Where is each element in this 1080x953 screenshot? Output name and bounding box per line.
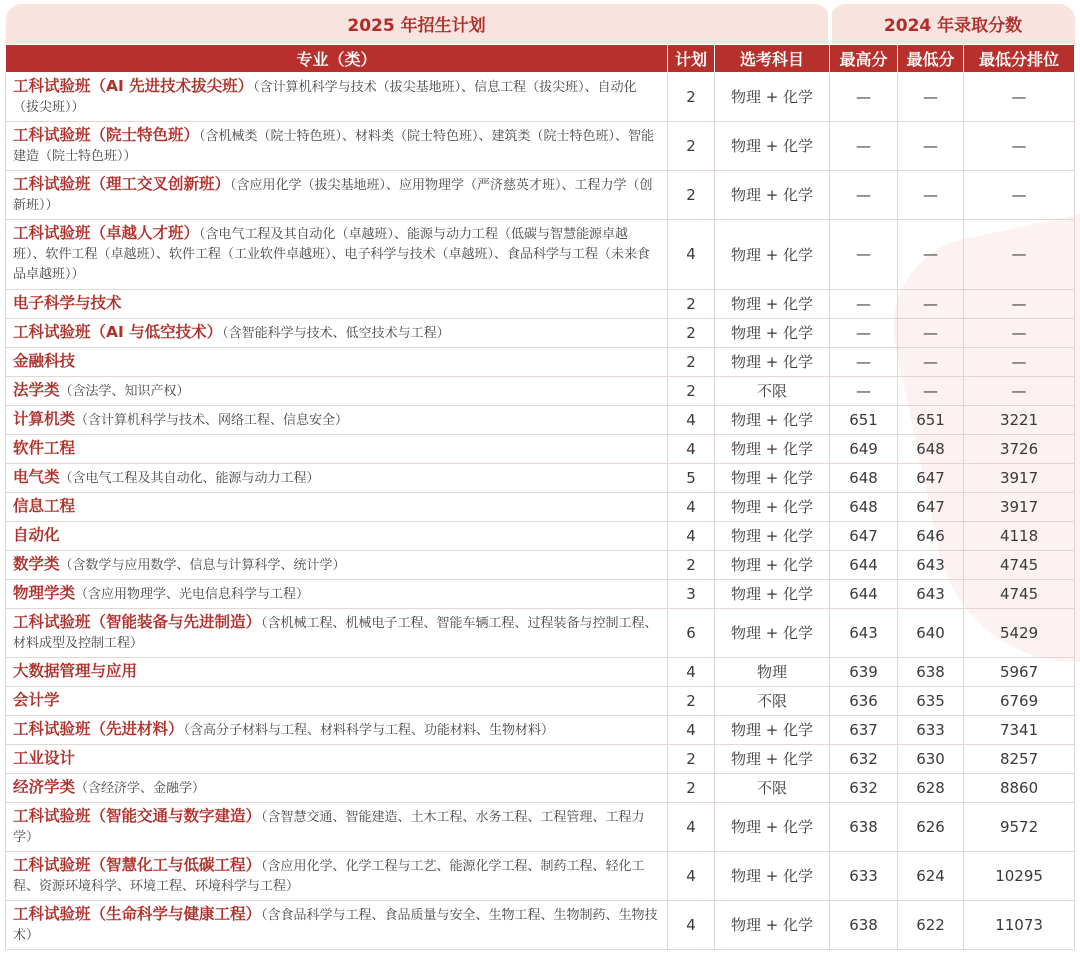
min-score-cell: — xyxy=(898,347,964,376)
min-score-cell: — xyxy=(898,376,964,405)
min-score-cell: — xyxy=(898,121,964,170)
major-cell xyxy=(6,492,668,521)
min-rank-cell: 3917 xyxy=(964,492,1075,521)
min-score-cell: 640 xyxy=(898,608,964,657)
table-row xyxy=(6,900,1075,949)
table-row xyxy=(6,579,1075,608)
subjects-cell: 物理 + 化学 xyxy=(715,900,830,949)
min-rank-cell: — xyxy=(964,170,1075,219)
major-name: 工科试验班（先进材料） xyxy=(13,719,184,738)
table-row xyxy=(6,492,1075,521)
plan-cell: 5 xyxy=(668,463,715,492)
max-score-cell: 647 xyxy=(830,521,898,550)
plan-cell: 2 xyxy=(668,72,715,121)
subjects-cell: 物理 + 化学 xyxy=(715,318,830,347)
min-score-cell: 647 xyxy=(898,492,964,521)
major-note: （含食品科学与工程、食品质量与安全、生物工程、生物制药、生物技术） xyxy=(13,907,658,943)
major-note: （含智慧交通、智能建造、土木工程、水务工程、工程管理、工程力学） xyxy=(13,809,645,845)
table-row xyxy=(6,219,1075,289)
min-score-cell: 643 xyxy=(898,579,964,608)
min-rank-cell: 4745 xyxy=(964,579,1075,608)
min-score-cell: — xyxy=(898,289,964,318)
table-row xyxy=(6,347,1075,376)
min-rank-cell: 6769 xyxy=(964,686,1075,715)
plan-cell: 4 xyxy=(668,657,715,686)
plan-cell: 2 xyxy=(668,121,715,170)
major-cell xyxy=(6,463,668,492)
min-score-cell: 628 xyxy=(898,773,964,802)
plan-cell: 2 xyxy=(668,376,715,405)
major-cell xyxy=(6,376,668,405)
plan-cell: 2 xyxy=(668,686,715,715)
table-row xyxy=(6,802,1075,851)
major-note: （含数学与应用数学、信息与计算科学、统计学） xyxy=(59,557,346,573)
table-row xyxy=(6,744,1075,773)
major-name: 工科试验班（AI 先进技术拔尖班） xyxy=(13,76,254,95)
section-title-2024-scores: 2024 年录取分数 xyxy=(830,4,1075,44)
subjects-cell: 物理 + 化学 xyxy=(715,851,830,900)
column-header-row xyxy=(6,44,1075,72)
subjects-cell: 不限 xyxy=(715,686,830,715)
major-cell xyxy=(6,318,668,347)
major-name: 会计学 xyxy=(13,690,60,709)
min-score-cell: — xyxy=(898,72,964,121)
subjects-cell: 物理 + 化学 xyxy=(715,744,830,773)
column-header-min-rank: 最低分排位 xyxy=(964,44,1075,72)
major-name: 工科试验班（理工交叉创新班） xyxy=(13,174,231,193)
min-score-cell: 643 xyxy=(898,550,964,579)
table-row xyxy=(6,434,1075,463)
min-score-cell: — xyxy=(898,318,964,347)
max-score-cell: 638 xyxy=(830,900,898,949)
major-name: 自动化 xyxy=(13,525,60,544)
min-rank-cell: 3726 xyxy=(964,434,1075,463)
min-rank-cell: 5429 xyxy=(964,608,1075,657)
min-rank-cell: 7341 xyxy=(964,715,1075,744)
min-score-cell: 648 xyxy=(898,434,964,463)
plan-cell: 2 xyxy=(668,744,715,773)
major-note: （含法学、知识产权） xyxy=(59,383,190,399)
major-cell xyxy=(6,434,668,463)
major-cell xyxy=(6,219,668,289)
major-cell xyxy=(6,744,668,773)
table-row xyxy=(6,657,1075,686)
min-rank-cell: — xyxy=(964,376,1075,405)
major-cell xyxy=(6,686,668,715)
min-rank-cell: 3917 xyxy=(964,463,1075,492)
major-cell xyxy=(6,170,668,219)
max-score-cell: — xyxy=(830,318,898,347)
plan-cell: 4 xyxy=(668,900,715,949)
major-name: 软件工程 xyxy=(13,438,76,457)
plan-cell: 4 xyxy=(668,434,715,463)
major-name: 信息工程 xyxy=(13,496,76,515)
subjects-cell: 物理 + 化学 xyxy=(715,72,830,121)
major-cell xyxy=(6,715,668,744)
plan-cell: 4 xyxy=(668,219,715,289)
major-note: （含高分子材料与工程、材料科学与工程、功能材料、生物材料） xyxy=(183,722,555,738)
major-name: 工科试验班（智能装备与先进制造） xyxy=(13,612,262,631)
subjects-cell: 物理 + 化学 xyxy=(715,405,830,434)
min-rank-cell: 9572 xyxy=(964,802,1075,851)
subjects-cell: 物理 + 化学 xyxy=(715,434,830,463)
max-score-cell: — xyxy=(830,121,898,170)
table-row xyxy=(6,773,1075,802)
min-rank-cell: 5967 xyxy=(964,657,1075,686)
max-score-cell: 644 xyxy=(830,550,898,579)
major-cell xyxy=(6,521,668,550)
subjects-cell: 物理 + 化学 xyxy=(715,219,830,289)
major-name: 金融科技 xyxy=(13,351,76,370)
major-note: （含计算机科学与技术、网络工程、信息安全） xyxy=(75,412,349,428)
major-name: 电子科学与技术 xyxy=(13,293,122,312)
plan-cell: 4 xyxy=(668,492,715,521)
subjects-cell: 物理 + 化学 xyxy=(715,492,830,521)
major-name: 工科试验班（智慧化工与低碳工程） xyxy=(13,855,262,874)
max-score-cell: 643 xyxy=(830,608,898,657)
max-score-cell: 644 xyxy=(830,579,898,608)
subjects-cell: 物理 + 化学 xyxy=(715,550,830,579)
major-note: （含智能科学与技术、低空技术与工程） xyxy=(222,325,450,341)
subjects-cell: 物理 + 化学 xyxy=(715,715,830,744)
major-cell xyxy=(6,657,668,686)
min-score-cell: 622 xyxy=(898,900,964,949)
admission-table-container xyxy=(5,4,1074,950)
major-note: （含经济学、金融学） xyxy=(75,780,206,796)
major-cell xyxy=(6,289,668,318)
major-cell xyxy=(6,900,668,949)
min-rank-cell: — xyxy=(964,121,1075,170)
major-name: 工业设计 xyxy=(13,748,76,767)
subjects-cell: 物理 + 化学 xyxy=(715,608,830,657)
plan-cell: 4 xyxy=(668,521,715,550)
min-rank-cell: — xyxy=(964,318,1075,347)
plan-cell: 4 xyxy=(668,851,715,900)
column-header-max-score: 最高分 xyxy=(830,44,898,72)
major-name: 法学类 xyxy=(13,380,60,399)
subjects-cell: 物理 + 化学 xyxy=(715,463,830,492)
max-score-cell: 636 xyxy=(830,686,898,715)
min-score-cell: 635 xyxy=(898,686,964,715)
min-score-cell: 624 xyxy=(898,851,964,900)
max-score-cell: 639 xyxy=(830,657,898,686)
min-score-cell: 638 xyxy=(898,657,964,686)
major-cell xyxy=(6,608,668,657)
table-row xyxy=(6,608,1075,657)
plan-cell: 2 xyxy=(668,550,715,579)
section-title-2025-plan: 2025 年招生计划 xyxy=(6,4,830,44)
plan-cell: 2 xyxy=(668,773,715,802)
table-row xyxy=(6,521,1075,550)
major-cell xyxy=(6,773,668,802)
subjects-cell: 物理 + 化学 xyxy=(715,802,830,851)
max-score-cell: 637 xyxy=(830,715,898,744)
plan-cell: 6 xyxy=(668,608,715,657)
table-row xyxy=(6,289,1075,318)
min-rank-cell: 10295 xyxy=(964,851,1075,900)
min-rank-cell: — xyxy=(964,347,1075,376)
max-score-cell: 633 xyxy=(830,851,898,900)
column-header-min-score: 最低分 xyxy=(898,44,964,72)
max-score-cell: 651 xyxy=(830,405,898,434)
major-note: （含应用化学、化学工程与工艺、能源化学工程、制药工程、轻化工程、资源环境科学、环境工程、环境科学与工程） xyxy=(13,858,645,894)
min-rank-cell: 8860 xyxy=(964,773,1075,802)
table-row xyxy=(6,170,1075,219)
major-name: 物理学类 xyxy=(13,583,76,602)
max-score-cell: — xyxy=(830,72,898,121)
column-header-subjects: 选考科目 xyxy=(715,44,830,72)
min-score-cell: 630 xyxy=(898,744,964,773)
max-score-cell: — xyxy=(830,289,898,318)
min-rank-cell: 8257 xyxy=(964,744,1075,773)
major-note: （含电气工程及其自动化（卓越班）、能源与动力工程（低碳与智慧能源卓越班）、软件工程（卓越班）、软件工程（工业软件卓越班）、电子科学与技术（卓越班）、食品科学与工程（未来食品卓越班）） xyxy=(13,227,651,282)
plan-cell: 2 xyxy=(668,289,715,318)
major-cell xyxy=(6,72,668,121)
min-score-cell: 647 xyxy=(898,463,964,492)
min-rank-cell: — xyxy=(964,72,1075,121)
major-note: （含应用化学（拔尖基地班）、应用物理学（严济慈英才班）、工程力学（创新班）） xyxy=(13,177,653,213)
min-score-cell: 646 xyxy=(898,521,964,550)
max-score-cell: 648 xyxy=(830,463,898,492)
section-header-row xyxy=(6,4,1075,44)
max-score-cell: — xyxy=(830,170,898,219)
column-header-major: 专业（类） xyxy=(6,44,668,72)
major-name: 工科试验班（智能交通与数字建造） xyxy=(13,806,262,825)
major-cell xyxy=(6,121,668,170)
subjects-cell: 物理 xyxy=(715,657,830,686)
min-rank-cell: 4118 xyxy=(964,521,1075,550)
max-score-cell: — xyxy=(830,219,898,289)
table-row xyxy=(6,715,1075,744)
min-score-cell: — xyxy=(898,170,964,219)
table-row xyxy=(6,121,1075,170)
plan-cell: 2 xyxy=(668,347,715,376)
admission-table xyxy=(5,4,1075,950)
major-name: 数学类 xyxy=(13,554,60,573)
min-rank-cell: — xyxy=(964,289,1075,318)
major-note: （含电气工程及其自动化、能源与动力工程） xyxy=(59,470,320,486)
column-header-plan: 计划 xyxy=(668,44,715,72)
min-score-cell: — xyxy=(898,219,964,289)
min-rank-cell: 11073 xyxy=(964,900,1075,949)
subjects-cell: 物理 + 化学 xyxy=(715,289,830,318)
major-cell xyxy=(6,550,668,579)
table-row xyxy=(6,72,1075,121)
subjects-cell: 不限 xyxy=(715,376,830,405)
table-row xyxy=(6,550,1075,579)
major-name: 大数据管理与应用 xyxy=(13,661,138,680)
subjects-cell: 物理 + 化学 xyxy=(715,521,830,550)
max-score-cell: — xyxy=(830,376,898,405)
max-score-cell: 632 xyxy=(830,744,898,773)
major-name: 经济学类 xyxy=(13,777,76,796)
plan-cell: 4 xyxy=(668,715,715,744)
min-score-cell: 633 xyxy=(898,715,964,744)
table-body xyxy=(6,72,1075,949)
min-rank-cell: 4745 xyxy=(964,550,1075,579)
min-rank-cell: — xyxy=(964,219,1075,289)
major-name: 计算机类 xyxy=(13,409,76,428)
min-rank-cell: 3221 xyxy=(964,405,1075,434)
subjects-cell: 不限 xyxy=(715,773,830,802)
min-score-cell: 651 xyxy=(898,405,964,434)
max-score-cell: — xyxy=(830,347,898,376)
table-row xyxy=(6,318,1075,347)
table-row xyxy=(6,851,1075,900)
major-name: 电气类 xyxy=(13,467,60,486)
plan-cell: 4 xyxy=(668,405,715,434)
subjects-cell: 物理 + 化学 xyxy=(715,121,830,170)
major-note: （含机械工程、机械电子工程、智能车辆工程、过程装备与控制工程、材料成型及控制工程） xyxy=(13,615,658,651)
plan-cell: 3 xyxy=(668,579,715,608)
subjects-cell: 物理 + 化学 xyxy=(715,579,830,608)
max-score-cell: 649 xyxy=(830,434,898,463)
plan-cell: 2 xyxy=(668,318,715,347)
table-row xyxy=(6,376,1075,405)
major-name: 工科试验班（AI 与低空技术） xyxy=(13,322,223,341)
plan-cell: 2 xyxy=(668,170,715,219)
subjects-cell: 物理 + 化学 xyxy=(715,170,830,219)
major-name: 工科试验班（生命科学与健康工程） xyxy=(13,904,262,923)
max-score-cell: 648 xyxy=(830,492,898,521)
major-cell xyxy=(6,579,668,608)
table-row xyxy=(6,463,1075,492)
major-note: （含计算机科学与技术（拔尖基地班）、信息工程（拔尖班）、自动化（拔尖班）） xyxy=(13,79,637,115)
major-note: （含机械类（院士特色班）、材料类（院士特色班）、建筑类（院士特色班）、智能建造（院士特色班）） xyxy=(13,128,655,164)
table-row xyxy=(6,686,1075,715)
major-note: （含应用物理学、光电信息科学与工程） xyxy=(75,586,310,602)
table-row xyxy=(6,405,1075,434)
max-score-cell: 638 xyxy=(830,802,898,851)
major-cell xyxy=(6,405,668,434)
subjects-cell: 物理 + 化学 xyxy=(715,347,830,376)
plan-cell: 4 xyxy=(668,802,715,851)
major-name: 工科试验班（卓越人才班） xyxy=(13,224,200,242)
major-name: 工科试验班（院士特色班） xyxy=(13,125,200,144)
major-cell xyxy=(6,347,668,376)
max-score-cell: 632 xyxy=(830,773,898,802)
min-score-cell: 626 xyxy=(898,802,964,851)
major-cell xyxy=(6,851,668,900)
major-cell xyxy=(6,802,668,851)
